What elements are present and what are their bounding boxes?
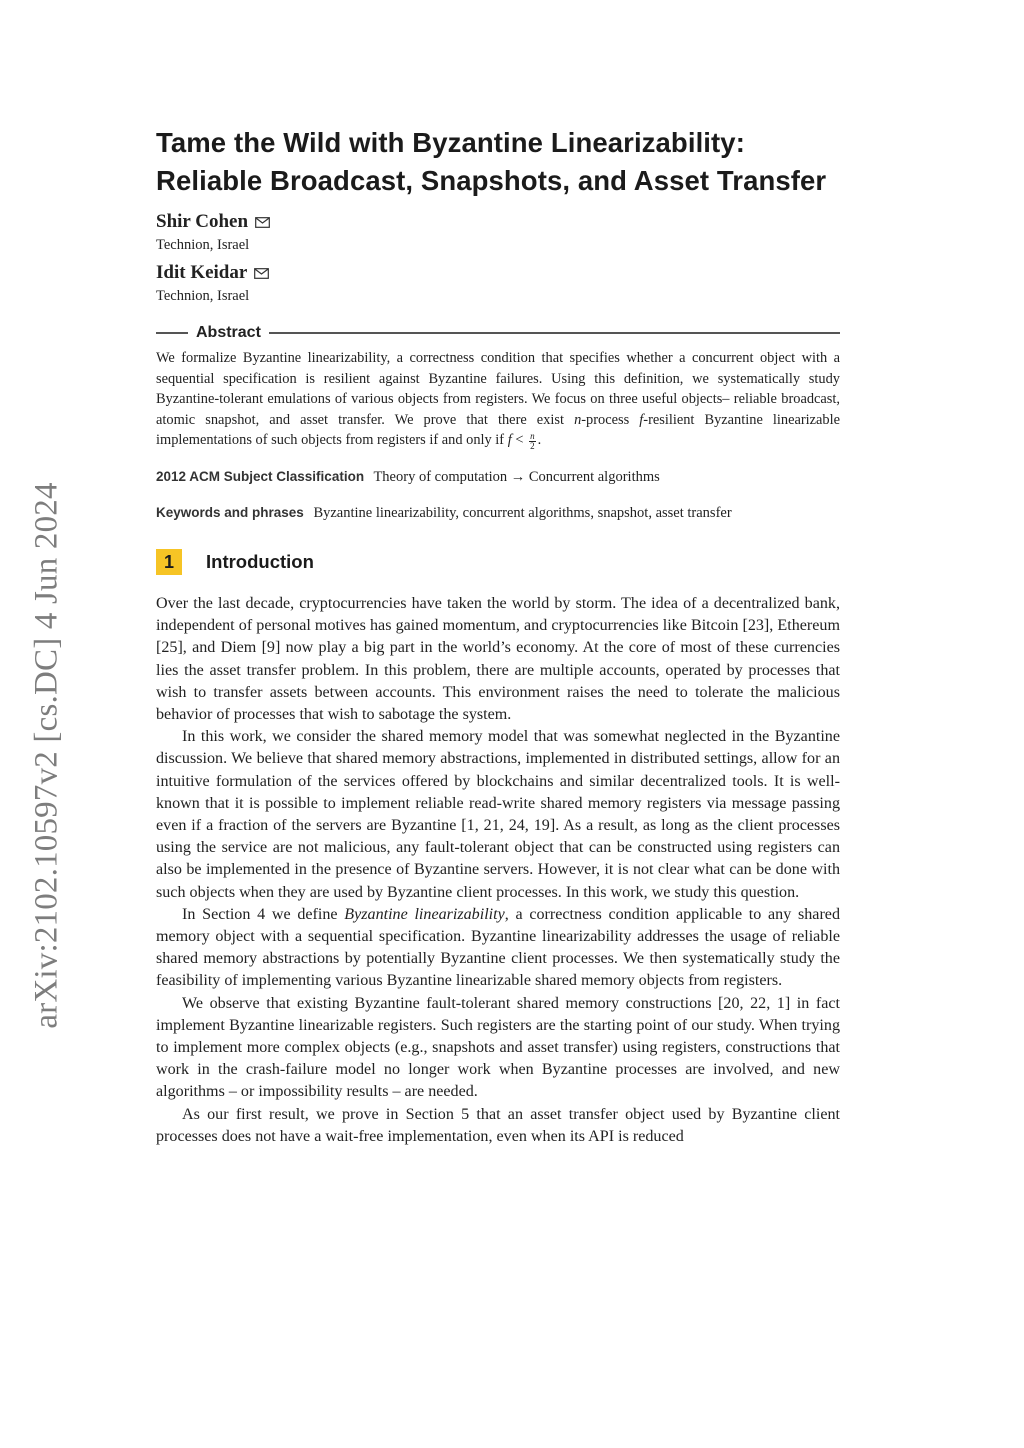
section-number: 1 bbox=[156, 549, 182, 575]
classification-label: 2012 ACM Subject Classification bbox=[156, 468, 365, 484]
arxiv-identifier: arXiv:2102.10597v2 [cs.DC] 4 Jun 2024 bbox=[28, 481, 65, 1029]
mail-icon[interactable] bbox=[254, 268, 269, 279]
math-fraction bbox=[529, 432, 536, 451]
paragraph: Over the last decade, cryptocurrencies have taken the world by storm. The idea of a decentralized bank, independent of personal motives has gained momentum, and cryptocurrencies like Bitcoin [23], Ethereum [25], and Diem [9] now play a big part in the world’s economy. At the core of most of these currencies lies the asset transfer problem. In this problem, there are multiple accounts, operated by processes that wish to transfer assets between accounts. This environment raises the need to tolerate the malicious behavior of processes that wish to sabotage the system. bbox=[156, 594, 840, 723]
abstract-heading: Abstract bbox=[196, 324, 261, 341]
fraction-numerator: n bbox=[530, 430, 535, 441]
section-heading bbox=[156, 549, 840, 575]
keywords-label: Keywords and phrases bbox=[156, 504, 304, 520]
section-title: Introduction bbox=[206, 550, 314, 572]
fraction-denominator: 2 bbox=[530, 440, 535, 451]
paragraph-rest: , a correctness condition applicable to any shared memory object with a sequential specification. Byzantine linearizability addresses the usage of reliable shared memory abstractions by potentially Byzantine client processes. We then systematically study the feasibility of implementing various Byzantine linearizable shared memory objects from registers. bbox=[156, 905, 840, 990]
emphasis: Byzantine linearizability bbox=[344, 905, 505, 923]
abstract-rule-left bbox=[156, 332, 188, 333]
author-block bbox=[156, 261, 840, 306]
keywords-value: Byzantine linearizability, concurrent algorithms, snapshot, asset transfer bbox=[313, 504, 732, 521]
mail-icon[interactable] bbox=[255, 217, 270, 228]
abstract-process: -process bbox=[581, 411, 630, 428]
paragraph-start: In Section 4 we define bbox=[182, 905, 338, 923]
paragraph: In this work, we consider the shared memory model that was somewhat neglected in the Byzantine discussion. We believe that shared memory abstractions, implemented in distributed settings, allow for an intuitive formulation of the services offered by blockchains and similar decentralized tools. It is well-known that it is possible to implement reliable read-write shared memory registers via message passing even if a fraction of the servers are Byzantine [1, 21, 24, 19]. As a result, as long as the client processes using the service are not malicious, any fault-tolerant object that can be constructed using registers can also be implemented in the presence of Byzantine servers. However, it is not clear what can be done with such objects when they are used by Byzantine client processes. In this work, we study this question. bbox=[156, 728, 840, 901]
abstract-heading-row bbox=[156, 324, 840, 342]
author-name-row bbox=[156, 261, 840, 285]
math-f: f bbox=[639, 411, 644, 428]
arxiv-sidebar bbox=[28, 465, 66, 1045]
title-line-2: Reliable Broadcast, Snapshots, and Asset Transfer bbox=[156, 165, 827, 196]
abstract-main: We formalize Byzantine linearizability, a correctness condition that specifies whether a concurrent object with a sequential specification is resilient against Byzantine failures. Using this definition, we systematically study Byzantine-tolerant emulations of various objects from registers. We focus on three useful objects– reliable broadcast, atomic snapshot, and asset transfer. We prove that there exist bbox=[156, 350, 840, 428]
keywords bbox=[156, 503, 840, 523]
author-affiliation: Technion, Israel bbox=[156, 237, 250, 253]
abstract-rule-right bbox=[269, 332, 840, 333]
math-less-than: < bbox=[515, 432, 524, 449]
math-f-2: f bbox=[507, 432, 512, 449]
author-block bbox=[156, 210, 840, 255]
paper-page bbox=[156, 124, 840, 1148]
introduction-body bbox=[156, 593, 840, 1148]
abstract-end: . bbox=[537, 432, 542, 449]
acm-classification bbox=[156, 467, 840, 487]
paragraph bbox=[156, 904, 840, 993]
abstract-resilient: -resilient Byzantine linearizable implementations of such objects from registers if and only if bbox=[156, 411, 840, 449]
title-line-1: Tame the Wild with Byzantine Linearizability: bbox=[156, 127, 745, 158]
author-name: Shir Cohen bbox=[156, 211, 249, 232]
author-affiliation: Technion, Israel bbox=[156, 288, 250, 304]
abstract-text bbox=[156, 348, 840, 451]
paper-title bbox=[156, 124, 840, 200]
math-n: n bbox=[574, 411, 582, 428]
author-name: Idit Keidar bbox=[156, 262, 248, 283]
paragraph: We observe that existing Byzantine fault-tolerant shared memory constructions [20, 22, 1] in fact implement Byzantine linearizable registers. Such registers are the starting point of our study. When trying to implement more complex objects (e.g., snapshots and asset transfer) using registers, constructions that work in the crash-failure model no longer work when Byzantine processes are involved, and new algorithms – or impossibility results – are needed. bbox=[156, 994, 840, 1101]
paragraph: As our first result, we prove in Section 5 that an asset transfer object used by Byzantine client processes does not have a wait-free implementation, even when its API is reduced bbox=[156, 1105, 840, 1145]
author-name-row bbox=[156, 210, 840, 234]
classification-value: Theory of computation → Concurrent algorithms bbox=[373, 468, 660, 485]
